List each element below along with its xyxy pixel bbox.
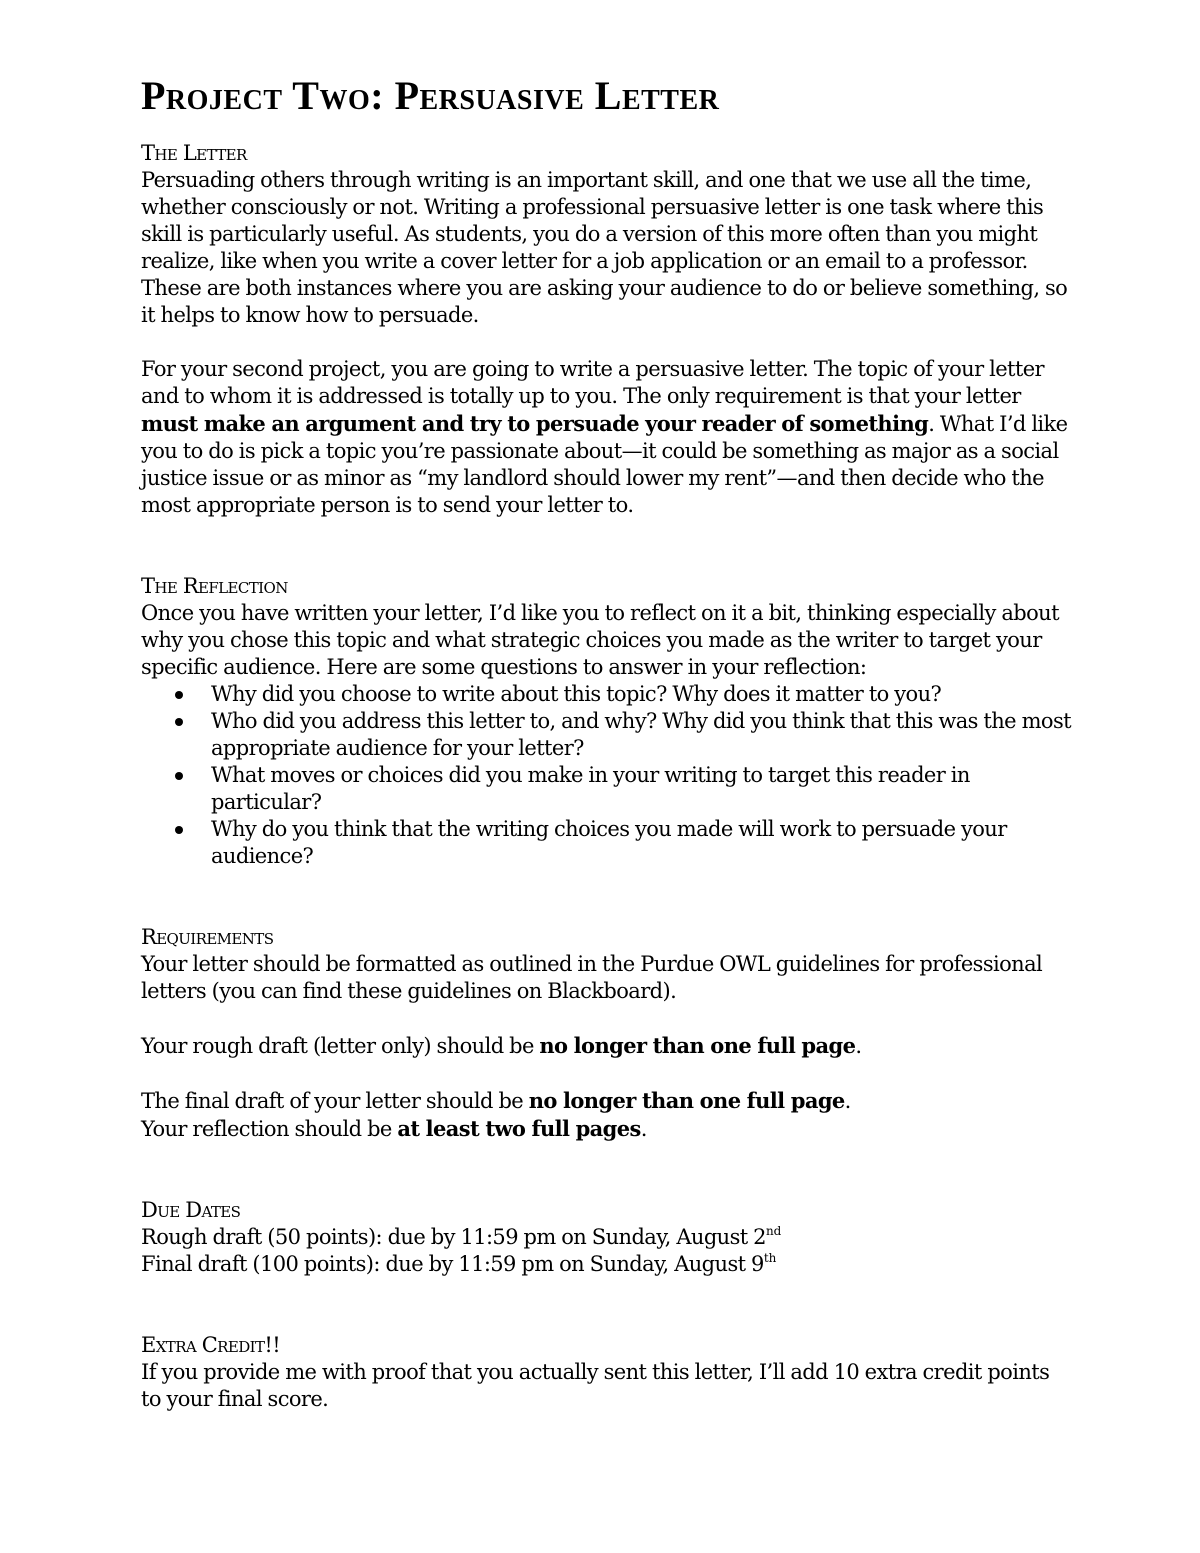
section-gap bbox=[141, 519, 1071, 573]
due-date-rough-draft-text: Rough draft (50 points): due by 11:59 pm on Sunday, August 2 bbox=[141, 1225, 766, 1249]
letter-requirement-emphasis: must make an argument and try to persuade your reader of something bbox=[141, 411, 929, 436]
section-heading-extra-credit: Extra Credit!! bbox=[141, 1333, 281, 1357]
section-heading-requirements: Requirements bbox=[141, 925, 274, 949]
reflection-question-4: Why do you think that the writing choices you made will work to persuade your audience? bbox=[211, 816, 1071, 870]
due-date-rough-draft-ordinal: nd bbox=[765, 1224, 782, 1238]
due-date-rough-draft bbox=[141, 1224, 1071, 1251]
section-requirements bbox=[141, 924, 1071, 1143]
document-title: Project Two: Persuasive Letter bbox=[141, 73, 720, 118]
letter-paragraph-2 bbox=[141, 356, 1071, 519]
section-gap bbox=[141, 1143, 1071, 1197]
section-heading-due-dates: Due Dates bbox=[141, 1198, 241, 1222]
letter-paragraph-1: Persuading others through writing is an important skill, and one that we use all the time, whether consciously or not. Writing a professional persuasive letter is one task where this skill is particularly useful. As students, you do a version of this more often than you might realize, like when you write a cover letter for a job application or an email to a professor. These are both instances where you are asking your audience to do or believe something, so it helps to know how to persuade. bbox=[141, 168, 1068, 327]
paragraph-gap bbox=[141, 1060, 1071, 1087]
section-extra-credit bbox=[141, 1332, 1071, 1413]
due-date-final-draft-ordinal: th bbox=[763, 1251, 777, 1265]
requirements-rough-draft-emphasis: no longer than one full page bbox=[539, 1033, 856, 1058]
requirements-reflection-text: Your reflection should be bbox=[141, 1117, 398, 1141]
reflection-question-3: What moves or choices did you make in your writing to target this reader in particular? bbox=[211, 762, 1071, 816]
letter-paragraph-2-text-end: . What I’d like you to do is pick a topic you’re passionate about—it could be something as major as a social justice issue or as minor as “my landlord should lower my rent”—and then decide who the most appropriate person is to send your letter to. bbox=[141, 412, 1068, 517]
requirements-final-draft-text: The final draft of your letter should be bbox=[141, 1089, 529, 1113]
reflection-intro: Once you have written your letter, I’d like you to reflect on it a bit, thinking especially about why you chose this topic and what strategic choices you made as the writer to target your specific audience. Here are some questions to answer in your reflection: bbox=[141, 601, 1059, 679]
section-gap bbox=[141, 870, 1071, 924]
section-heading-reflection: The Reflection bbox=[141, 574, 288, 598]
letter-paragraph-2-text-start: For your second project, you are going to write a persuasive letter. The topic of your letter and to whom it is addressed is totally up to you. The only requirement is that your letter bbox=[141, 357, 1044, 408]
requirements-reflection-emphasis: at least two full pages bbox=[397, 1116, 641, 1141]
paragraph-gap bbox=[141, 329, 1071, 356]
requirements-reflection bbox=[141, 1115, 1071, 1143]
due-date-final-draft bbox=[141, 1251, 1071, 1278]
due-date-final-draft-text: Final draft (100 points): due by 11:59 pm on Sunday, August 9 bbox=[141, 1252, 764, 1276]
section-letter bbox=[141, 140, 1071, 519]
requirements-reflection-period: . bbox=[640, 1117, 647, 1141]
requirements-formatting: Your letter should be formatted as outlined in the Purdue OWL guidelines for professional letters (you can find these guidelines on Blackboard). bbox=[141, 952, 1043, 1003]
reflection-question-list bbox=[141, 681, 1071, 870]
document-page bbox=[141, 74, 1071, 1413]
requirements-rough-draft-text: Your rough draft (letter only) should be bbox=[141, 1034, 540, 1058]
reflection-question-1: Why did you choose to write about this topic? Why does it matter to you? bbox=[211, 681, 1071, 708]
section-reflection bbox=[141, 573, 1071, 870]
section-gap bbox=[141, 1278, 1071, 1332]
requirements-rough-draft bbox=[141, 1032, 1071, 1060]
requirements-final-draft bbox=[141, 1087, 1071, 1115]
section-due-dates bbox=[141, 1197, 1071, 1278]
section-heading-letter: The Letter bbox=[141, 141, 247, 165]
paragraph-gap bbox=[141, 1005, 1071, 1032]
requirements-final-draft-period: . bbox=[844, 1089, 851, 1113]
requirements-rough-draft-period: . bbox=[855, 1034, 862, 1058]
extra-credit-text: If you provide me with proof that you actually sent this letter, I’ll add 10 extra credit points to your final score. bbox=[141, 1360, 1050, 1411]
requirements-final-draft-emphasis: no longer than one full page bbox=[528, 1088, 845, 1113]
reflection-question-2: Who did you address this letter to, and why? Why did you think that this was the most appropriate audience for your letter? bbox=[211, 709, 1071, 760]
